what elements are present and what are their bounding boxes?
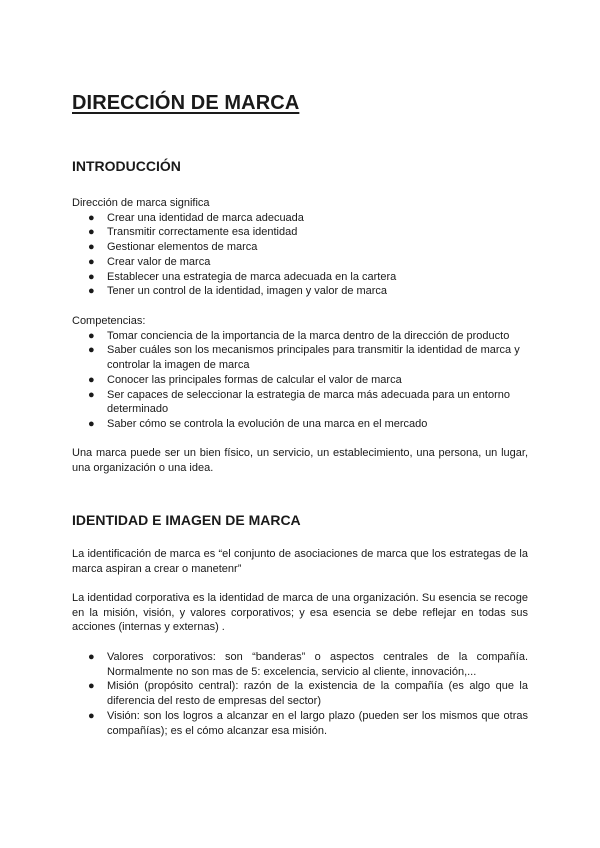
bullet-icon: ● bbox=[88, 417, 95, 430]
list-item: ● Visión: son los logros a alcanzar en el largo plazo (pueden ser los mismos que otras compañías); es el cómo alcanzar esa misión. bbox=[88, 709, 528, 737]
page-title: DIRECCIÓN DE MARCA bbox=[72, 92, 300, 114]
identity-paragraph-2 bbox=[72, 591, 528, 635]
intro-closing-paragraph bbox=[72, 446, 528, 475]
bullet-icon: ● bbox=[88, 344, 95, 357]
bullet-icon: ● bbox=[88, 241, 95, 254]
bullet-icon: ● bbox=[88, 709, 95, 722]
bullet-icon: ● bbox=[88, 255, 95, 268]
list-item: ● Gestionar elementos de marca bbox=[88, 241, 258, 254]
intro-lead: Dirección de marca significa bbox=[72, 197, 210, 209]
identity-paragraph-1 bbox=[72, 547, 528, 576]
paragraph-text: La identidad corporativa es la identidad de marca de una organización. Su esencia se recoge en la misión, visión, y valores corporativos; y esa esencia se debe reflejar en todas sus acciones (internas y externas) . bbox=[72, 592, 528, 634]
list-item: ● Transmitir correctamente esa identidad bbox=[88, 226, 298, 239]
section-heading-introduccion: INTRODUCCIÓN bbox=[72, 158, 181, 174]
list-item: ● Establecer una estrategia de marca adecuada en la cartera bbox=[88, 270, 397, 283]
list-item: ● Misión (propósito central): razón de la existencia de la compañía (es algo que la diferencia del resto de empresas del sector) bbox=[88, 680, 528, 708]
intro-list bbox=[72, 211, 528, 299]
section-heading-identidad: IDENTIDAD E IMAGEN DE MARCA bbox=[72, 512, 301, 528]
identity-list bbox=[72, 650, 528, 738]
list-item: ● Saber cuáles son los mecanismos principales para transmitir la identidad de marca y controlar la imagen de marca bbox=[88, 344, 520, 372]
list-item: ● Ser capaces de seleccionar la estrategia de marca más adecuada para un entorno determinado bbox=[88, 388, 510, 416]
list-item: ● Crear valor de marca bbox=[88, 255, 211, 268]
bullet-icon: ● bbox=[88, 651, 95, 663]
list-item: ● Valores corporativos: son “banderas” o aspectos centrales de la compañía. Normalmente no son mas de 5: excelencia, servicio al cliente, innovación,... bbox=[88, 651, 528, 678]
bullet-icon: ● bbox=[88, 285, 95, 298]
bullet-icon: ● bbox=[88, 680, 95, 693]
competencias-block bbox=[72, 314, 528, 432]
intro-block bbox=[72, 196, 528, 299]
list-item: ● Tomar conciencia de la importancia de la marca dentro de la dirección de producto bbox=[88, 329, 510, 342]
competencias-lead: Competencias: bbox=[72, 315, 146, 327]
bullet-icon: ● bbox=[88, 270, 95, 283]
list-item: ● Conocer las principales formas de calcular el valor de marca bbox=[88, 373, 402, 386]
identity-block bbox=[72, 650, 528, 738]
bullet-icon: ● bbox=[88, 211, 95, 224]
paragraph-text: Una marca puede ser un bien físico, un servicio, un establecimiento, una persona, un lugar, una organización o una idea. bbox=[72, 447, 528, 474]
paragraph-text: La identificación de marca es “el conjunto de asociaciones de marca que los estrategas de la marca aspiran a crear o manetenr” bbox=[72, 548, 528, 575]
list-item: ● Tener un control de la identidad, imagen y valor de marca bbox=[88, 285, 388, 298]
list-item: ● Saber cómo se controla la evolución de una marca en el mercado bbox=[88, 417, 428, 430]
bullet-icon: ● bbox=[88, 388, 95, 401]
competencias-list bbox=[72, 329, 528, 432]
list-item: ● Crear una identidad de marca adecuada bbox=[88, 211, 304, 224]
bullet-icon: ● bbox=[88, 226, 95, 239]
bullet-icon: ● bbox=[88, 373, 95, 386]
bullet-icon: ● bbox=[88, 329, 95, 342]
